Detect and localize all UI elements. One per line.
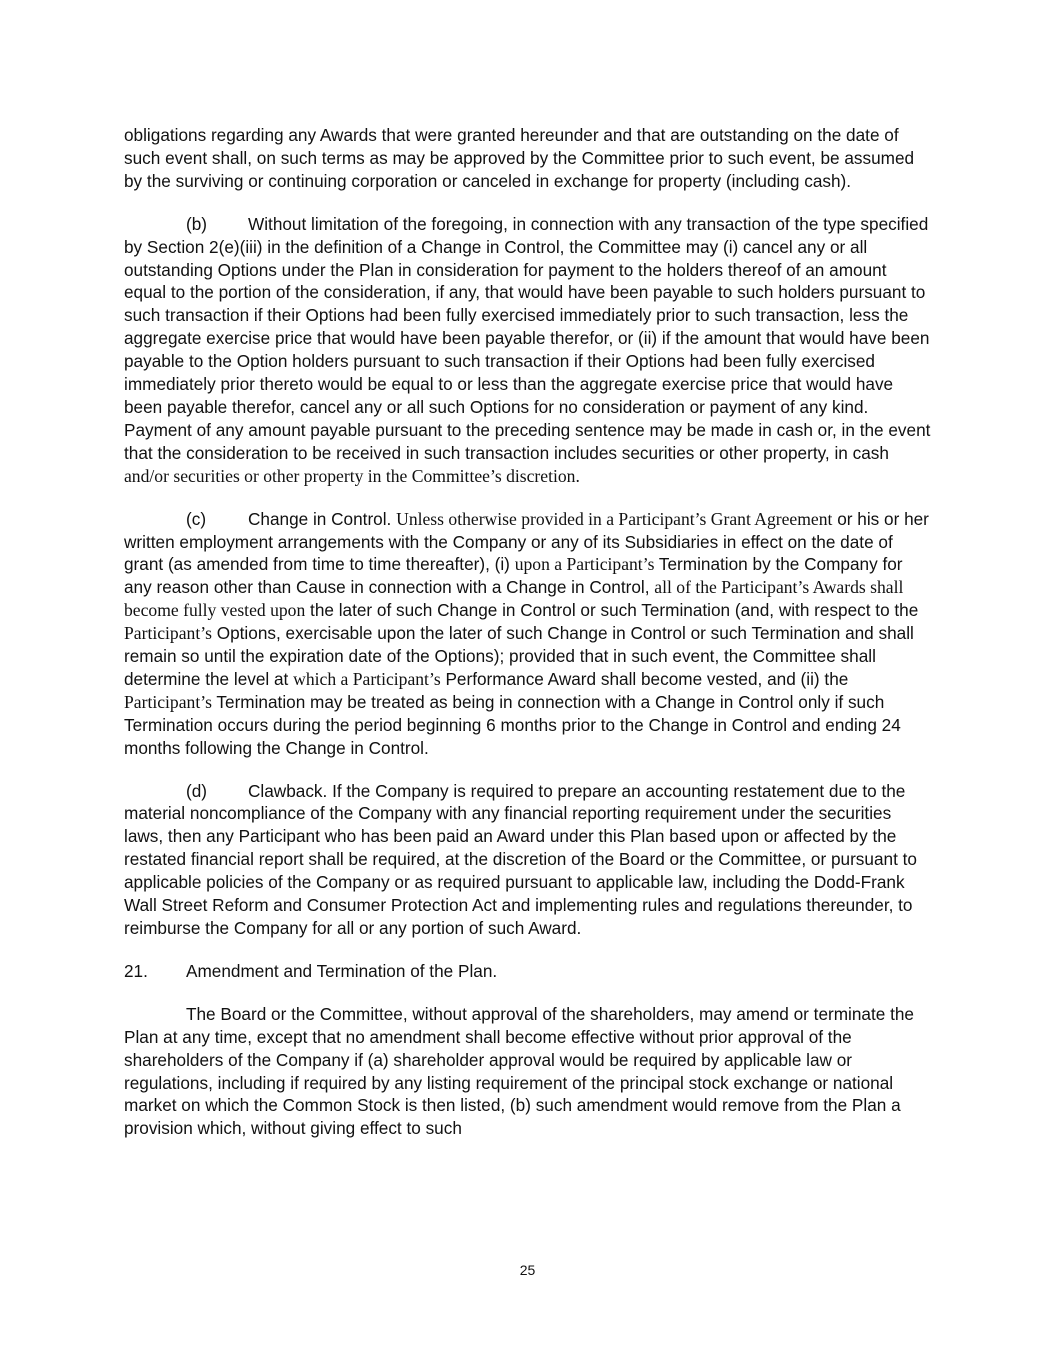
- paragraph-c-s6: the later of such Change in Control or such Termination (and, with respect to the: [310, 600, 919, 621]
- paragraph-c-s2: or his or her written employment arrangements with the Company or any of its Subsidiaries in effect on the date of grant (as amended from time to time thereafter), (i): [124, 508, 929, 575]
- section-21-text: The Board or the Committee, without approval of the shareholders, may amend or terminate the Plan at any time, except that no amendment shall become effective without prior approval of the shareholders of the Company if (a) shareholder approval would be required by applicable law or regulations, including if required by any listing requirement of the principal stock exchange or national market on which the Common Stock is then listed, (b) such amendment would remove from the Plan a provision which, without giving effect to such: [124, 1003, 914, 1139]
- paragraph-b: [124, 213, 932, 488]
- paragraph-c-s3: upon a Participant’s: [514, 554, 655, 575]
- document-body: [124, 124, 932, 1160]
- paragraph-c-s8: Options, exercisable upon the later of such Change in Control or such Termination and shall remain so until the expiration date of the Options); provided that in such event, the Committee shall determine the level at: [124, 623, 914, 689]
- paragraph-c-s12: Termination may be treated as being in connection with a Change in Control only if such Termination occurs during the period beginning 6 months prior to the Change in Control and ending 24 months following the Change in Control.: [124, 691, 901, 758]
- paragraph-c-s10: Performance Award shall become vested, and (ii) the: [445, 668, 849, 689]
- paragraph-c-label: (c): [186, 508, 207, 529]
- paragraph-b-label: (b): [186, 213, 208, 234]
- paragraph-c-s9: which a Participant’s: [293, 668, 441, 689]
- paragraph-d-label: (d): [186, 780, 208, 801]
- paragraph-c-s5: all of the Participant’s Awards shall become fully vested upon: [124, 577, 904, 621]
- paragraph-c-s1: Unless otherwise provided in a Participant’s Grant Agreement: [396, 508, 833, 529]
- section-21-paragraph: [124, 1003, 932, 1140]
- paragraph-d-title: Clawback.: [248, 780, 328, 801]
- paragraph-intro: obligations regarding any Awards that were granted hereunder and that are outstanding on the date of such event shall, on such terms as may be approved by the Committee prior to such event, be assumed by the surviving or continuing corporation or canceled in exchange for property (including cash).: [124, 125, 915, 191]
- section-21-number: 21.: [124, 960, 148, 981]
- paragraph-b-text: Without limitation of the foregoing, in connection with any transaction of the type specified by Section 2(e)(iii) in the definition of a Change in Control, the Committee may (i) cancel any or all outstanding Options under the Plan in consideration for payment to the holders thereof of an amount equal to the portion of the consideration, if any, that would have been payable to such holders pursuant to such transaction if their Options had been fully exercised immediately prior to such transaction, less the aggregate exercise price that would have been payable therefor, or (ii) if the amount that would have been payable to the Option holders pursuant to such transaction if their Options had been fully exercised immediately prior thereto would be equal to or less than the aggregate exercise price that would have been payable therefor, cancel any or all such Options for no consideration or payment of any kind. Payment of any amount payable pursuant to the preceding sentence may be made in cash or, in the event that the consideration to be received in such transaction includes securities or other property, in cash: [124, 213, 931, 463]
- paragraph-b-text-end: and/or securities or other property in the Committee’s discretion.: [124, 465, 580, 486]
- paragraph-c-s11: Participant’s: [124, 691, 212, 712]
- paragraph-c-s7: Participant’s: [124, 623, 212, 644]
- page-number: 25: [519, 1262, 536, 1278]
- paragraph-c-s4: Termination by the Company for any reason other than Cause in connection with a Change in Control,: [124, 554, 903, 598]
- paragraph-d-text: If the Company is required to prepare an accounting restatement due to the material noncompliance of the Company with any financial reporting requirement under the securities laws, then any Participant who has been paid an Award under this Plan based upon or affected by the restated financial report shall be required, at the discretion of the Board or the Committee, or pursuant to applicable policies of the Company or as required pursuant to applicable law, including the Dodd-Frank Wall Street Reform and Consumer Protection Act and implementing rules and regulations thereunder, to reimburse the Company for all or any portion of such Award.: [124, 780, 917, 938]
- section-21-heading: [124, 960, 932, 983]
- section-21-title: Amendment and Termination of the Plan.: [186, 960, 498, 981]
- paragraph-d: [124, 780, 932, 940]
- paragraph-c: [124, 508, 932, 760]
- paragraph-c-title: Change in Control.: [248, 508, 392, 529]
